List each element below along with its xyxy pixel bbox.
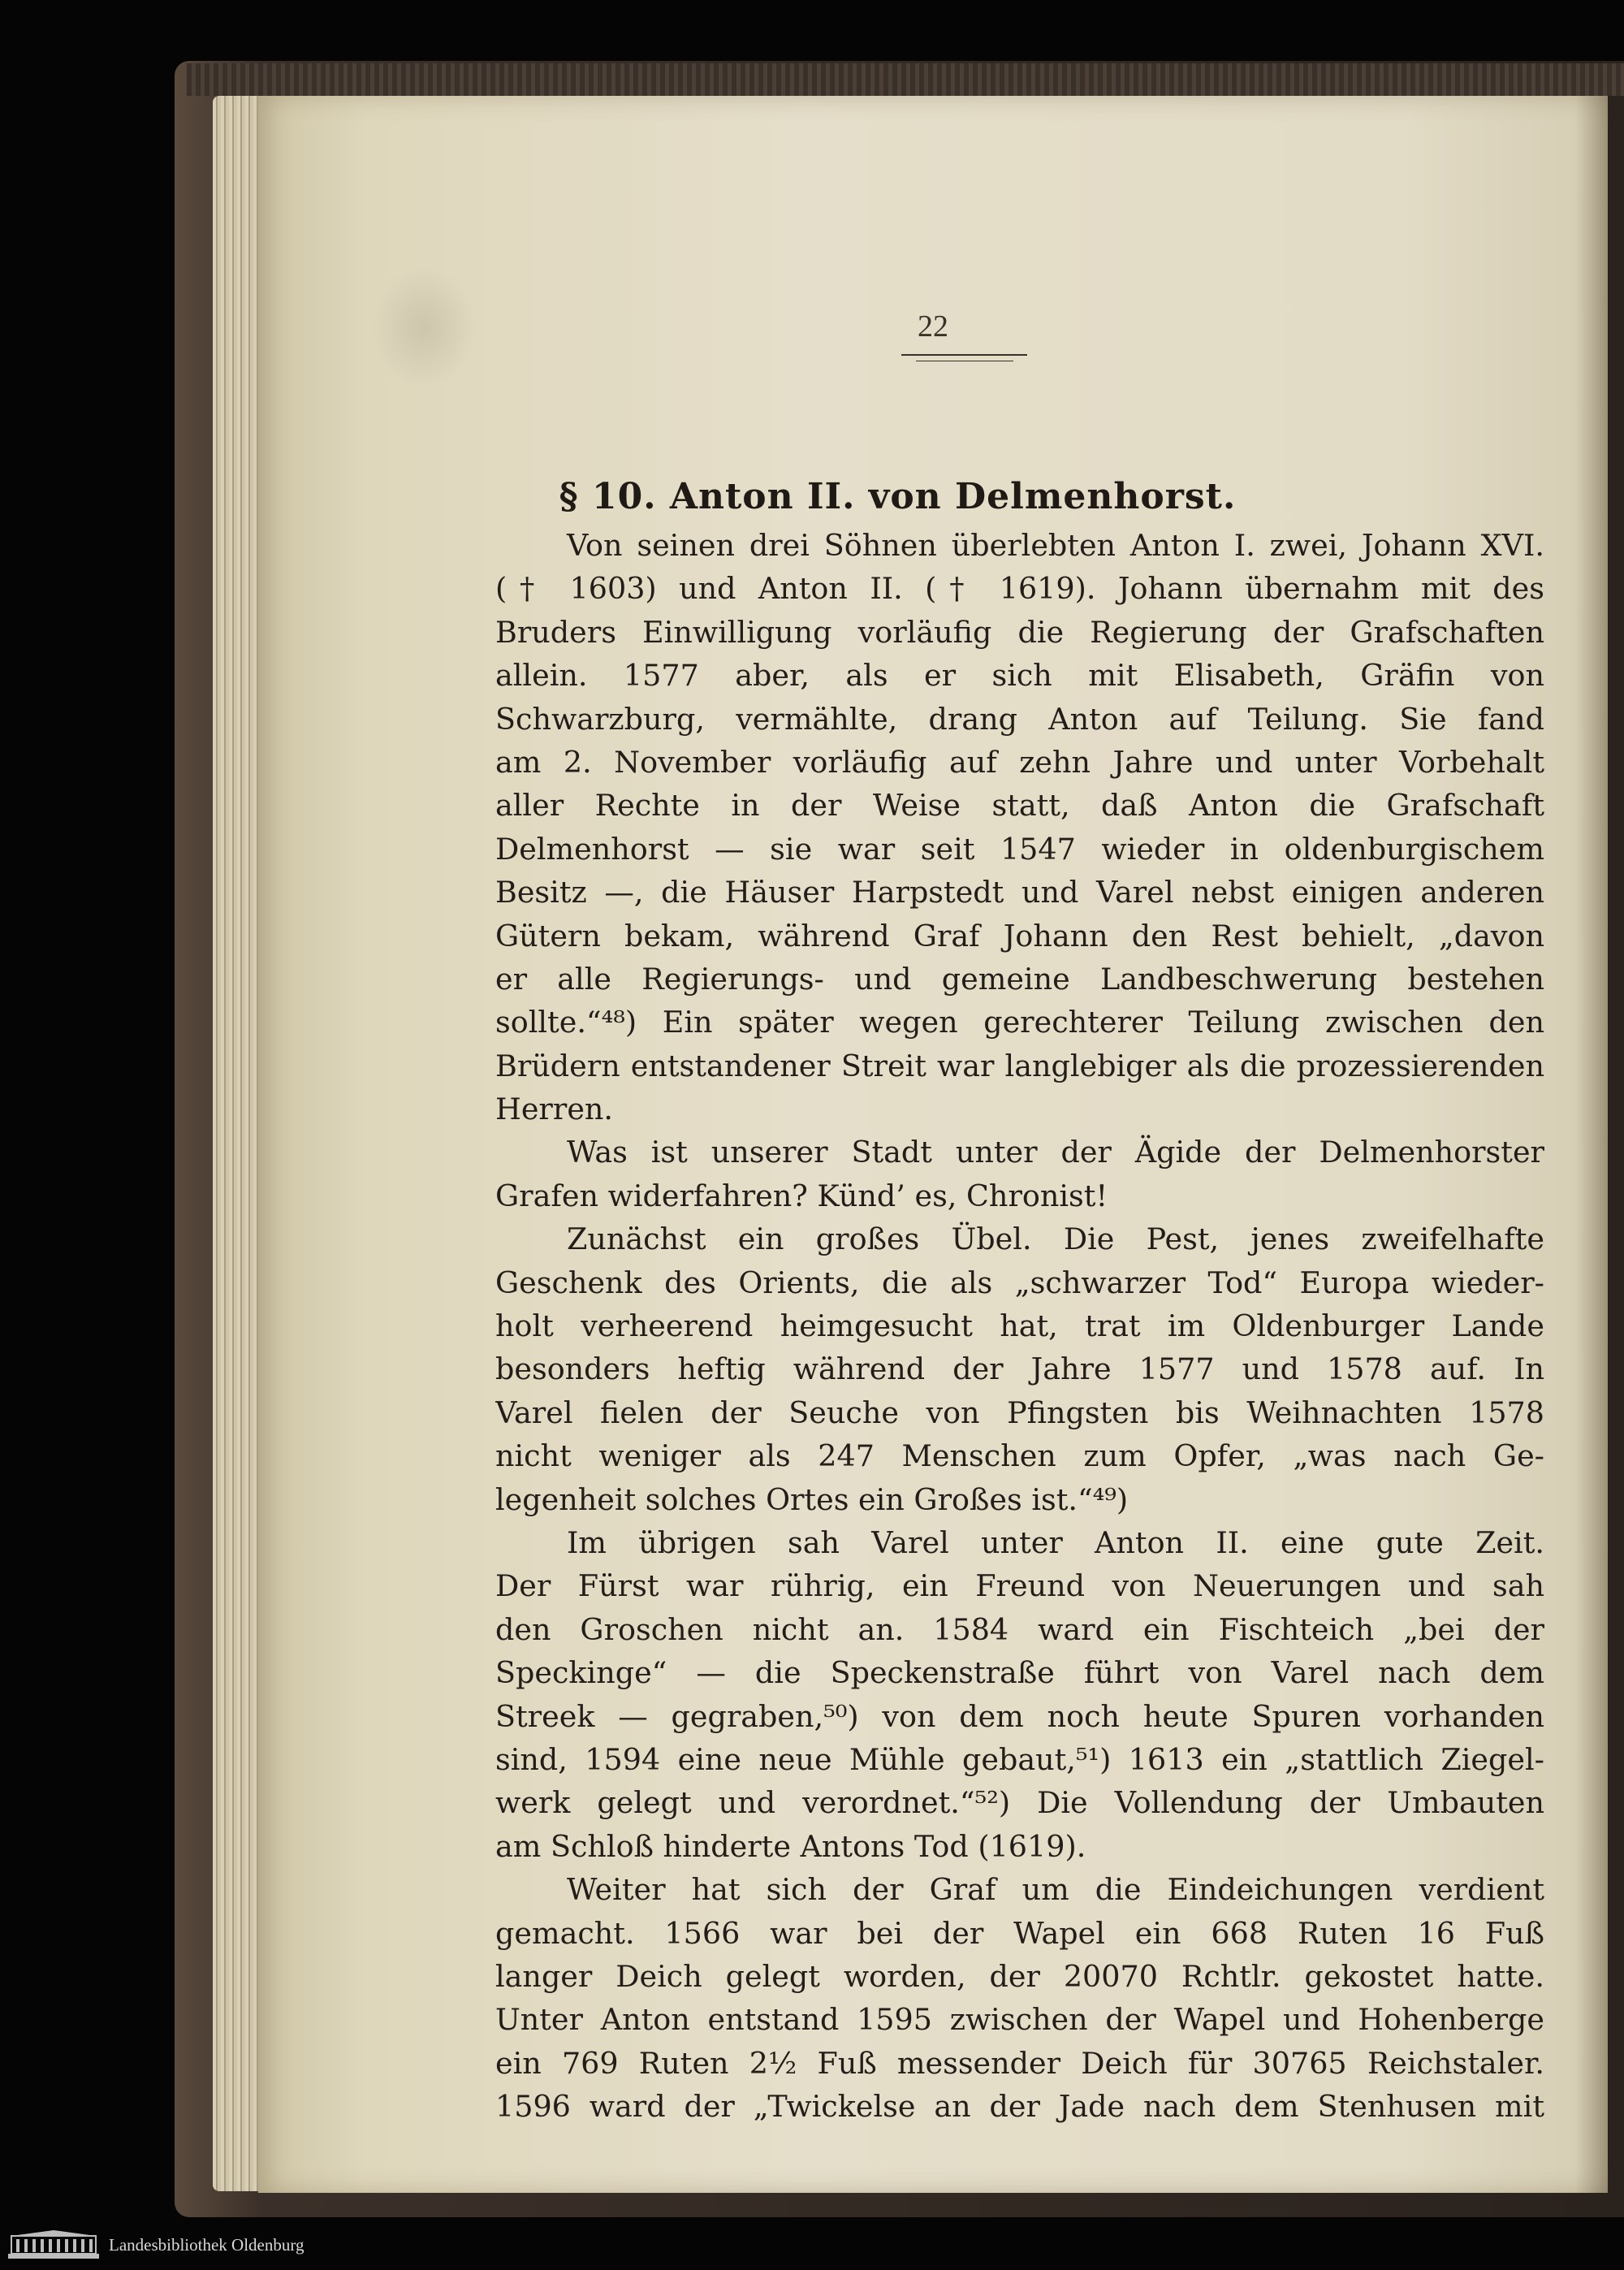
text-line: am 2. November vorläufig auf zehn Jahre und unter Vorbehalt [495, 744, 1544, 780]
text-line: aller Rechte in der Weise statt, daß Anton die Grafschaft [495, 788, 1544, 824]
body-text [495, 524, 1544, 2128]
text-line: ein 769 Ruten 2½ Fuß messender Deich für 30765 Reichstaler. [495, 2045, 1544, 2081]
text-line: Geschenk des Orients, die als „schwarzer Tod“ Europa wieder- [495, 1265, 1544, 1300]
text-line: Delmenhorst — sie war seit 1547 wieder in oldenburgischem [495, 831, 1544, 867]
page-number: 22 [918, 309, 948, 344]
text-line: Gütern bekam, während Graf Johann den Rest behielt, „davon [495, 918, 1544, 953]
text-line: Weiter hat sich der Graf um die Eindeichungen verdient [567, 1872, 1544, 1908]
page-number-rule [901, 354, 1027, 356]
text-line: Varel fielen der Seuche von Pfingsten bis Weihnachten 1578 [495, 1394, 1544, 1430]
text-line: nicht weniger als 247 Menschen zum Opfer, „was nach Ge- [495, 1438, 1544, 1474]
text-line: Grafen widerfahren? Künd’ es, Chronist! [495, 1178, 1108, 1213]
text-line: Zunächst ein großes Übel. Die Pest, jenes zweifelhafte [567, 1221, 1544, 1257]
text-line: († 1603) und Anton II. († 1619). Johann übernahm mit des [495, 571, 1544, 607]
book-cover-edge [187, 63, 1624, 96]
book-page [258, 96, 1608, 2193]
text-line: besonders heftig während der Jahre 1577 und 1578 auf. In [495, 1351, 1544, 1387]
text-line: am Schloß hinderte Antons Tod (1619). [495, 1828, 1086, 1864]
library-name: Landesbibliothek Oldenburg [109, 2235, 304, 2255]
text-line: Schwarzburg, vermählte, drang Anton auf Teilung. Sie fand [495, 701, 1544, 737]
text-line: Was ist unserer Stadt unter der Ägide der Delmenhorster [567, 1135, 1544, 1170]
text-line: langer Deich gelegt worden, der 20070 Rchtlr. gekostet hatte. [495, 1958, 1544, 1994]
text-line: gemacht. 1566 war bei der Wapel ein 668 Ruten 16 Fuß [495, 1915, 1544, 1951]
text-line: 1596 ward der „Twickelse an der Jade nach dem Stenhusen mit [495, 2089, 1544, 2125]
library-building-icon [6, 2229, 101, 2262]
text-line: den Groschen nicht an. 1584 ward ein Fischteich „bei der [495, 1611, 1544, 1647]
text-line: er alle Regierungs- und gemeine Landbeschwerung bestehen [495, 961, 1544, 997]
text-line: sollte.“⁴⁸) Ein später wegen gerechterer Teilung zwischen den [495, 1005, 1544, 1040]
text-line: legenheit solches Ortes ein Großes ist.“⁴⁹) [495, 1481, 1129, 1517]
section-title: § 10. Anton II. von Delmenhorst. [559, 476, 1237, 517]
text-line: Bruders Einwilligung vorläufig die Regierung der Grafschaften [495, 614, 1544, 650]
text-line: werk gelegt und verordnet.“⁵²) Die Vollendung der Umbauten [495, 1785, 1544, 1821]
text-line: Im übrigen sah Varel unter Anton II. eine gute Zeit. [567, 1524, 1544, 1560]
text-line: allein. 1577 aber, als er sich mit Elisabeth, Gräfin von [495, 658, 1544, 694]
text-line: Von seinen drei Söhnen überlebten Anton I. zwei, Johann XVI. [567, 528, 1544, 563]
page-gutter-shadow [1575, 96, 1608, 2193]
text-line: Herren. [495, 1092, 614, 1127]
text-line: Speckinge“ — die Speckenstraße führt von Varel nach dem [495, 1655, 1544, 1691]
text-line: Besitz —, die Häuser Harpstedt und Varel nebst einigen anderen [495, 875, 1544, 910]
text-line: Unter Anton entstand 1595 zwischen der Wapel und Hohenberge [495, 2002, 1544, 2038]
text-line: holt verheerend heimgesucht hat, trat im Oldenburger Lande [495, 1308, 1544, 1344]
text-line: Brüdern entstandener Streit war langlebiger als die prozessierenden [495, 1048, 1544, 1083]
text-line: Der Fürst war rührig, ein Freund von Neuerungen und sah [495, 1568, 1544, 1604]
text-line: sind, 1594 eine neue Mühle gebaut,⁵¹) 1613 ein „stattlich Ziegel- [495, 1741, 1544, 1777]
text-line: Streek — gegraben,⁵⁰) von dem noch heute Spuren vorhanden [495, 1698, 1544, 1734]
